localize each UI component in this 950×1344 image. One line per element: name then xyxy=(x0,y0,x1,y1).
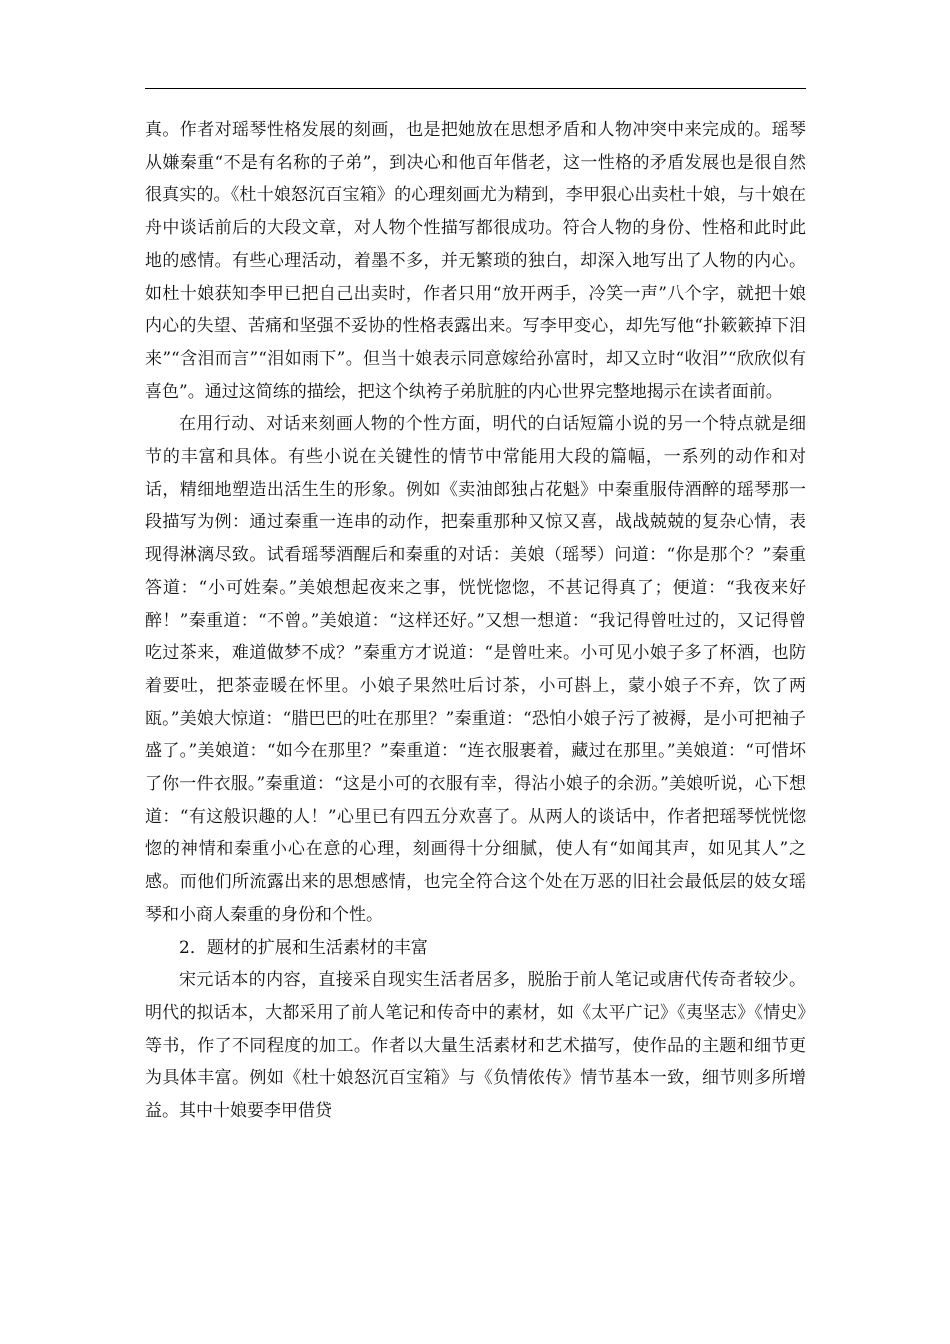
paragraph-subject-expansion: 宋元话本的内容，直接采自现实生活者居多，脱胎于前人笔记或唐代传奇者较少。明代的拟话本，大都采用了前人笔记和传奇中的素材，如《太平广记》《夷坚志》《情史》等书，作了不同程度的加工。作者以大量生活素材和艺术描写，使作品的主题和细节更为具体丰富。例如《杜十娘怒沉百宝箱》与《负情侬传》情节基本一致，细节则多所增益。其中十娘要李甲借贷 xyxy=(145,970,806,1122)
header-rule xyxy=(145,88,806,89)
document-body xyxy=(145,114,806,1128)
paragraph-continued: 真。作者对瑶琴性格发展的刻画，也是把她放在思想矛盾和人物冲突中来完成的。瑶琴从嫌秦重“不是有名称的子弟”，到决心和他百年偕老，这一性格的矛盾发展也是很自然很真实的。《杜十娘怒沉百宝箱》的心理刻画尤为精到，李甲狠心出卖杜十娘，与十娘在舟中谈话前后的大段文章，对人物个性描写都很成功。符合人物的身份、性格和此时此地的感情。有些心理活动，着墨不多，并无繁琐的独白，却深入地写出了人物的内心。如杜十娘获知李甲已把自己出卖时，作者只用“放开两手，冷笑一声”八个字，就把十娘内心的失望、苦痛和坚强不妥协的性格表露出来。写李甲变心，却先写他“扑簌簌掉下泪来”“含泪而言”“泪如雨下”。但当十娘表示同意嫁给孙富时，却又立时“收泪”“欣欣似有喜色”。通过这简练的描绘，把这个纨袴子弟肮脏的内心世界完整地揭示在读者面前。 xyxy=(145,120,806,402)
paragraph-characterization-details: 在用行动、对话来刻画人物的个性方面，明代的白话短篇小说的另一个特点就是细节的丰富和具体。有些小说在关键性的情节中常能用大段的篇幅，一系列的动作和对话，精细地塑造出活生生的形象。例如《卖油郎独占花魁》中秦重服侍酒醉的瑶琴那一段描写为例：通过秦重一连串的动作，把秦重那种又惊又喜，战战兢兢的复杂心情，表现得淋漓尽致。试看瑶琴酒醒后和秦重的对话：美娘（瑶琴）问道：“你是那个？”秦重答道：“小可姓秦。”美娘想起夜来之事，恍恍惚惚，不甚记得真了；便道：“我夜来好醉！”秦重道：“不曾。”美娘道：“这样还好。”又想一想道：“我记得曾吐过的，又记得曾吃过茶来，难道做梦不成？”秦重方才说道：“是曾吐来。小可见小娘子多了杯酒，也防着要吐，把茶壶暖在怀里。小娘子果然吐后讨茶，小可斟上，蒙小娘子不弃，饮了两瓯。”美娘大惊道：“腊巴巴的吐在那里？”秦重道：“恐怕小娘子污了被褥，是小可把袖子盛了。”美娘道：“如今在那里？”秦重道：“连衣服裹着，藏过在那里。”美娘道：“可惜坏了你一件衣服。”秦重道：“这是小可的衣服有幸，得沾小娘子的余沥。”美娘听说，心下想道：“有这般识趣的人！”心里已有四五分欢喜了。从两人的谈话中，作者把瑶琴恍恍惚惚的神情和秦重小心在意的心理，刻画得十分细腻，使人有“如闻其声，如见其人”之感。而他们所流露出来的思想感情，也完全符合这个处在万恶的旧社会最低层的妓女瑶琴和小商人秦重的身份和个性。 xyxy=(145,414,806,925)
section-heading: 2．题材的扩展和生活素材的丰富 xyxy=(179,937,428,958)
